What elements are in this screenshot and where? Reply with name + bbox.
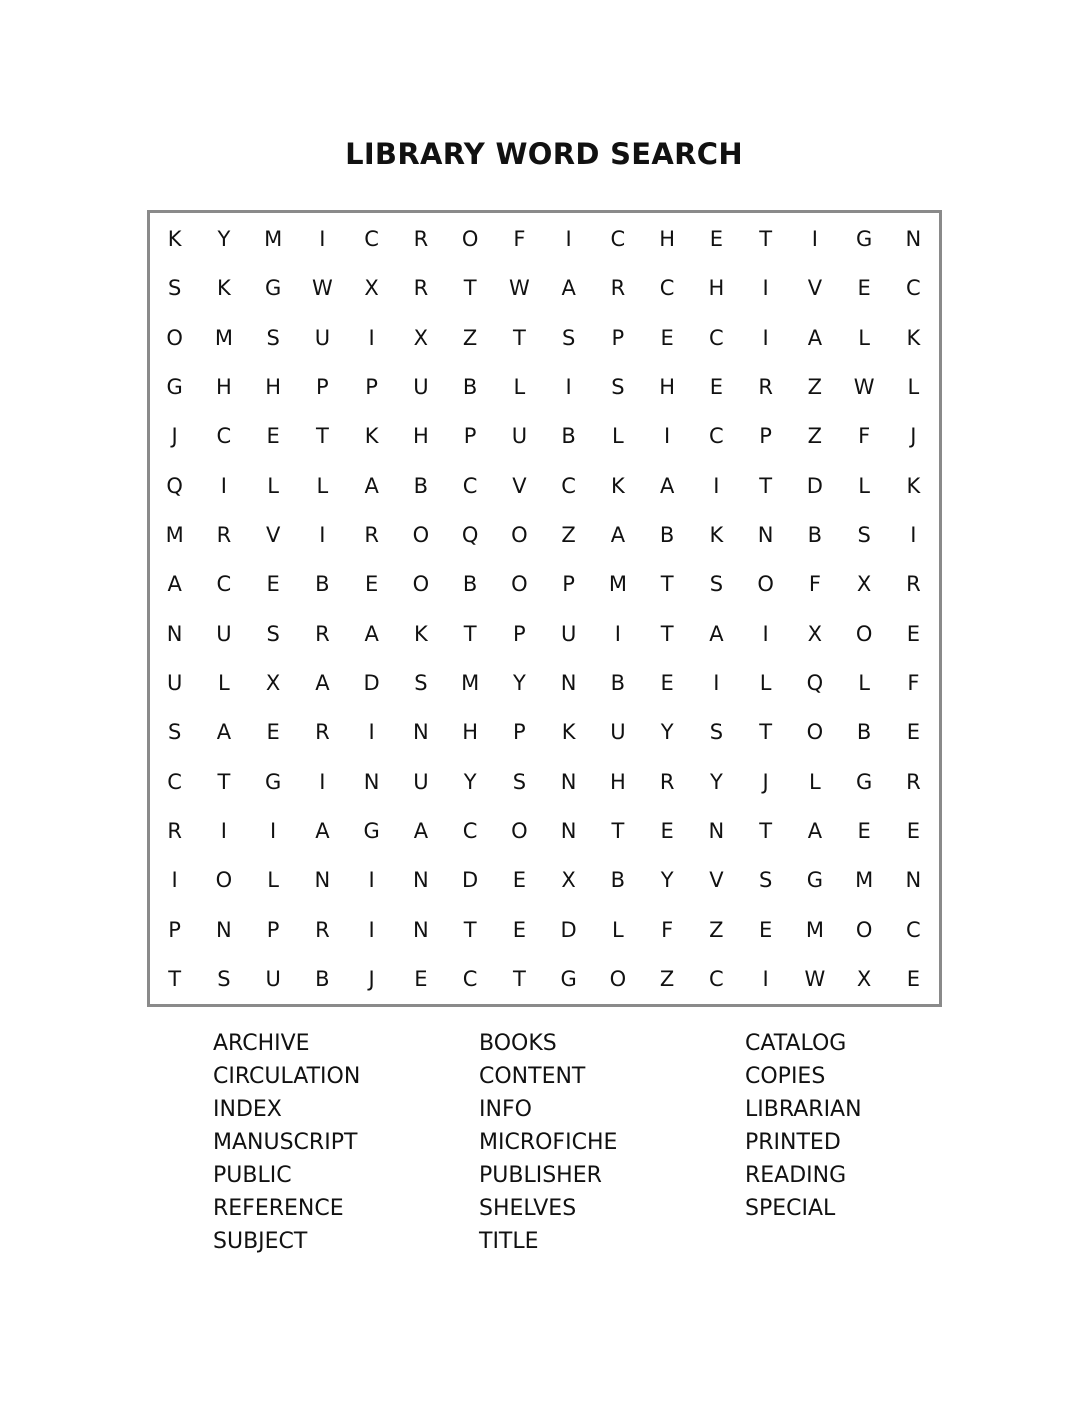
grid-cell[interactable]: Y	[660, 868, 674, 893]
grid-cell[interactable]: K	[561, 720, 576, 745]
grid-cell[interactable]: I	[762, 621, 769, 646]
grid-cell[interactable]: B	[561, 424, 576, 449]
grid-cell[interactable]: S	[758, 868, 773, 893]
grid-cell[interactable]: U	[413, 375, 429, 400]
grid-cell[interactable]: T	[217, 769, 231, 794]
grid-cell[interactable]: I	[811, 227, 818, 252]
grid-cell[interactable]: J	[171, 424, 178, 449]
grid-cell[interactable]: E	[512, 868, 527, 893]
grid-cell[interactable]: R	[216, 523, 232, 548]
grid-cell[interactable]: I	[762, 966, 769, 991]
grid-cell[interactable]: I	[319, 769, 326, 794]
word-list-item: INDEX	[213, 1097, 282, 1122]
grid-cell[interactable]: O	[806, 720, 824, 745]
grid-cell[interactable]: A	[807, 325, 823, 350]
grid-cell[interactable]: F	[858, 424, 871, 449]
grid-cell[interactable]: T	[315, 424, 329, 449]
grid-cell[interactable]: Q	[806, 670, 824, 695]
grid-cell[interactable]: K	[906, 473, 921, 498]
grid-cell[interactable]: O	[412, 572, 430, 597]
grid-cell[interactable]: N	[560, 670, 577, 695]
grid-cell[interactable]: R	[906, 572, 921, 597]
grid-cell[interactable]: F	[661, 917, 674, 942]
grid-cell[interactable]: M	[264, 227, 283, 252]
grid-cell[interactable]: R	[906, 769, 921, 794]
grid-cell[interactable]: K	[906, 325, 921, 350]
grid-cell[interactable]: E	[266, 424, 280, 449]
word-list-item: CATALOG	[745, 1031, 847, 1056]
grid-cell[interactable]: A	[216, 720, 232, 745]
grid-cell[interactable]: E	[266, 572, 280, 597]
grid-cell[interactable]: I	[368, 325, 375, 350]
grid-cell[interactable]: T	[512, 966, 526, 991]
grid-cell[interactable]: L	[858, 473, 870, 498]
grid-cell[interactable]: X	[856, 966, 872, 991]
grid-cell[interactable]: O	[511, 523, 528, 548]
grid-cell[interactable]: L	[218, 670, 230, 695]
grid-cell[interactable]: P	[316, 375, 329, 400]
grid-cell[interactable]: O	[855, 917, 873, 942]
grid-cell[interactable]: H	[412, 424, 429, 449]
grid-cell[interactable]: D	[462, 868, 479, 893]
grid-cell[interactable]: E	[709, 375, 724, 400]
grid-cell[interactable]: E	[906, 621, 921, 646]
grid-cell[interactable]: G	[560, 966, 577, 991]
grid-cell[interactable]: I	[319, 227, 326, 252]
grid-cell[interactable]: U	[166, 670, 183, 695]
grid-cell[interactable]: L	[612, 917, 624, 942]
word-list-item: INFO	[479, 1097, 532, 1122]
grid-cell[interactable]: P	[365, 375, 378, 400]
grid-cell[interactable]: O	[412, 523, 430, 548]
grid-cell[interactable]: Y	[709, 769, 723, 794]
grid-cell[interactable]: W	[804, 966, 826, 991]
grid-cell[interactable]: R	[610, 276, 626, 301]
grid-cell[interactable]: K	[413, 621, 428, 646]
grid-cell[interactable]: E	[266, 720, 280, 745]
grid-cell[interactable]: Z	[807, 424, 823, 449]
grid-cell[interactable]: T	[759, 473, 773, 498]
grid-cell[interactable]: U	[216, 621, 232, 646]
grid-cell[interactable]: P	[759, 424, 772, 449]
grid-cell[interactable]: B	[659, 523, 675, 548]
grid-cell[interactable]: L	[612, 424, 624, 449]
grid-cell[interactable]: H	[215, 375, 232, 400]
grid-cell[interactable]: C	[462, 818, 478, 843]
grid-cell[interactable]: A	[364, 621, 379, 646]
grid-cell[interactable]: V	[512, 473, 527, 498]
grid-cell[interactable]: I	[368, 720, 375, 745]
grid-cell[interactable]: L	[267, 473, 279, 498]
grid-cell[interactable]: F	[808, 572, 821, 597]
grid-cell[interactable]: N	[413, 720, 429, 745]
grid-cell[interactable]: I	[270, 818, 277, 843]
grid-cell[interactable]: P	[611, 325, 625, 350]
word-list-item: READING	[745, 1163, 847, 1188]
grid-cell[interactable]: C	[462, 966, 478, 991]
grid-cell[interactable]: Y	[463, 769, 477, 794]
grid-cell[interactable]: D	[560, 917, 577, 942]
grid-cell[interactable]: E	[414, 966, 428, 991]
grid-cell[interactable]: O	[215, 868, 233, 893]
grid-cell[interactable]: U	[314, 325, 331, 350]
grid-cell[interactable]: I	[910, 523, 917, 548]
word-list-item: CIRCULATION	[213, 1064, 361, 1089]
grid-cell[interactable]: N	[708, 818, 725, 843]
grid-cell[interactable]: G	[363, 818, 380, 843]
grid-cell[interactable]: C	[709, 966, 724, 991]
grid-cell[interactable]: U	[413, 769, 429, 794]
grid-cell[interactable]: U	[560, 621, 577, 646]
grid-cell[interactable]: I	[319, 523, 326, 548]
grid-cell[interactable]: O	[461, 227, 479, 252]
grid-cell[interactable]: K	[216, 276, 231, 301]
grid-cell[interactable]: X	[807, 621, 823, 646]
grid-cell[interactable]: I	[368, 917, 375, 942]
word-list-item: PUBLISHER	[479, 1163, 602, 1188]
grid-cell[interactable]: A	[413, 818, 429, 843]
grid-cell[interactable]: H	[265, 375, 282, 400]
grid-cell[interactable]: O	[855, 621, 873, 646]
grid-cell[interactable]: S	[167, 720, 182, 745]
grid-cell[interactable]: F	[907, 670, 920, 695]
grid-cell[interactable]: C	[561, 473, 576, 498]
grid-cell[interactable]: O	[757, 572, 774, 597]
word-list-item: TITLE	[479, 1229, 539, 1254]
word-list-item: BOOKS	[479, 1031, 557, 1056]
grid-cell[interactable]: S	[709, 720, 724, 745]
grid-cell[interactable]: W	[311, 276, 333, 301]
grid-cell[interactable]: T	[512, 325, 526, 350]
grid-cell[interactable]: G	[166, 375, 183, 400]
grid-cell[interactable]: A	[364, 473, 379, 498]
letter-grid	[147, 210, 942, 1007]
grid-cell[interactable]: L	[759, 670, 772, 695]
grid-cell[interactable]: J	[368, 966, 375, 991]
grid-cell[interactable]: Z	[659, 966, 675, 991]
grid-cell[interactable]: M	[608, 572, 627, 597]
grid-cell[interactable]: R	[315, 720, 330, 745]
grid-cell[interactable]: W	[508, 276, 530, 301]
grid-cell[interactable]: I	[664, 424, 671, 449]
grid-cell[interactable]: Y	[217, 227, 231, 252]
grid-cell[interactable]: E	[857, 276, 871, 301]
grid-cell[interactable]: I	[368, 868, 375, 893]
grid-cell[interactable]: C	[462, 473, 478, 498]
grid-cell[interactable]: Q	[461, 523, 479, 548]
grid-cell[interactable]: H	[609, 769, 626, 794]
page-title: LIBRARY WORD SEARCH	[345, 137, 743, 171]
grid-cell[interactable]: C	[906, 917, 921, 942]
word-list-item: MICROFICHE	[479, 1130, 618, 1155]
grid-cell[interactable]: S	[167, 276, 182, 301]
grid-cell[interactable]: I	[220, 818, 227, 843]
grid-cell[interactable]: R	[413, 227, 429, 252]
grid-cell[interactable]: A	[561, 276, 576, 301]
grid-cell[interactable]: S	[857, 523, 871, 548]
grid-cell[interactable]: X	[413, 325, 429, 350]
grid-cell[interactable]: U	[511, 424, 528, 449]
grid-cell[interactable]: C	[610, 227, 626, 252]
grid-cell[interactable]: H	[708, 276, 725, 301]
grid-cell[interactable]: A	[315, 670, 330, 695]
grid-cell[interactable]: N	[216, 917, 232, 942]
grid-cell[interactable]: N	[413, 868, 429, 893]
word-list-item: PUBLIC	[213, 1163, 292, 1188]
grid-cell[interactable]: H	[659, 375, 676, 400]
grid-cell[interactable]: T	[463, 621, 477, 646]
grid-cell[interactable]: K	[167, 227, 182, 252]
grid-cell[interactable]: E	[906, 818, 921, 843]
grid-cell[interactable]: R	[413, 276, 429, 301]
grid-cell[interactable]: G	[806, 868, 824, 893]
grid-cell[interactable]: Z	[807, 375, 823, 400]
grid-cell[interactable]: E	[906, 720, 921, 745]
grid-cell[interactable]: H	[659, 227, 676, 252]
grid-cell[interactable]: T	[463, 276, 477, 301]
grid-cell[interactable]: G	[855, 227, 873, 252]
grid-cell[interactable]: T	[660, 621, 674, 646]
word-list-item: REFERENCE	[213, 1196, 344, 1221]
grid-cell[interactable]: G	[264, 769, 282, 794]
grid-cell[interactable]: I	[713, 670, 720, 695]
word-list-item: SPECIAL	[745, 1196, 836, 1221]
grid-cell[interactable]: K	[610, 473, 625, 498]
grid-cell[interactable]: A	[167, 572, 182, 597]
grid-cell[interactable]: I	[713, 473, 720, 498]
grid-cell[interactable]: I	[614, 621, 621, 646]
grid-cell[interactable]: D	[806, 473, 823, 498]
word-list-item: MANUSCRIPT	[213, 1130, 358, 1155]
grid-cell[interactable]: B	[315, 966, 330, 991]
grid-cell[interactable]: A	[709, 621, 724, 646]
grid-cell[interactable]: V	[709, 868, 724, 893]
grid-cell[interactable]: C	[659, 276, 675, 301]
grid-cell[interactable]: X	[856, 572, 872, 597]
grid-cell[interactable]: O	[511, 572, 528, 597]
word-list-item: ARCHIVE	[213, 1031, 310, 1056]
grid-cell[interactable]: U	[265, 966, 281, 991]
grid-cell[interactable]: A	[315, 818, 330, 843]
grid-cell[interactable]: A	[659, 473, 675, 498]
grid-cell[interactable]: N	[560, 769, 577, 794]
grid-cell[interactable]: E	[857, 818, 871, 843]
grid-cell[interactable]: E	[660, 818, 674, 843]
grid-cell[interactable]: N	[363, 769, 380, 794]
grid-cell[interactable]: I	[171, 868, 178, 893]
grid-cell[interactable]: C	[216, 424, 232, 449]
grid-cell[interactable]: S	[217, 966, 231, 991]
word-list-item: SHELVES	[479, 1196, 577, 1221]
grid-cell[interactable]: K	[709, 523, 724, 548]
grid-cell[interactable]: N	[166, 621, 183, 646]
grid-cell[interactable]: J	[762, 769, 769, 794]
grid-cell[interactable]: P	[562, 572, 575, 597]
grid-cell[interactable]: T	[463, 917, 477, 942]
grid-cell[interactable]: K	[364, 424, 379, 449]
grid-cell[interactable]: T	[759, 720, 773, 745]
grid-cell[interactable]: N	[314, 868, 331, 893]
grid-cell[interactable]: O	[609, 966, 627, 991]
grid-cell[interactable]: B	[413, 473, 429, 498]
grid-cell[interactable]: N	[560, 818, 577, 843]
grid-cell[interactable]: I	[565, 227, 572, 252]
grid-cell[interactable]: Z	[709, 917, 724, 942]
grid-cell[interactable]: A	[807, 818, 823, 843]
grid-cell[interactable]: T	[660, 572, 674, 597]
grid-cell[interactable]: C	[709, 325, 724, 350]
grid-cell[interactable]: V	[265, 523, 281, 548]
grid-cell[interactable]: R	[167, 818, 182, 843]
grid-cell[interactable]: P	[463, 424, 477, 449]
grid-cell[interactable]: R	[659, 769, 675, 794]
grid-cell[interactable]: A	[610, 523, 626, 548]
grid-cell[interactable]: E	[906, 966, 921, 991]
grid-cell[interactable]: S	[561, 325, 576, 350]
grid-cell[interactable]: B	[462, 572, 478, 597]
grid-cell[interactable]: V	[807, 276, 823, 301]
grid-cell[interactable]: P	[168, 917, 181, 942]
grid-cell[interactable]: E	[758, 917, 773, 942]
grid-cell[interactable]: S	[709, 572, 724, 597]
grid-cell[interactable]: M	[855, 868, 874, 893]
grid-cell[interactable]: M	[805, 917, 824, 942]
grid-cell[interactable]: S	[512, 769, 527, 794]
grid-cell[interactable]: C	[216, 572, 232, 597]
grid-cell[interactable]: F	[513, 227, 526, 252]
grid-cell[interactable]: C	[906, 276, 921, 301]
grid-cell[interactable]: G	[264, 276, 282, 301]
grid-cell[interactable]: J	[910, 424, 917, 449]
grid-cell[interactable]: E	[364, 572, 379, 597]
word-list-item: COPIES	[745, 1064, 826, 1089]
grid-cell[interactable]: B	[856, 720, 872, 745]
grid-cell[interactable]: O	[511, 818, 528, 843]
grid-cell[interactable]: P	[513, 621, 526, 646]
grid-cell[interactable]: B	[807, 523, 823, 548]
grid-cell[interactable]: L	[907, 375, 920, 400]
grid-cell[interactable]: W	[853, 375, 875, 400]
grid-cell[interactable]: T	[611, 818, 625, 843]
grid-cell[interactable]: Q	[166, 473, 183, 498]
grid-cell[interactable]: O	[166, 325, 183, 350]
grid-cell[interactable]: C	[364, 227, 379, 252]
grid-cell[interactable]: B	[610, 670, 626, 695]
grid-cell[interactable]: I	[565, 375, 572, 400]
grid-cell[interactable]: M	[165, 523, 184, 548]
grid-cell[interactable]: Z	[462, 325, 478, 350]
grid-cell[interactable]: H	[462, 720, 479, 745]
grid-cell[interactable]: L	[809, 769, 821, 794]
grid-cell[interactable]: E	[660, 325, 674, 350]
grid-cell[interactable]: I	[762, 325, 769, 350]
grid-cell[interactable]: E	[709, 227, 724, 252]
grid-cell[interactable]: M	[214, 325, 233, 350]
grid-cell[interactable]: P	[266, 917, 280, 942]
grid-cell[interactable]: X	[265, 670, 281, 695]
grid-cell[interactable]: L	[858, 325, 870, 350]
grid-cell[interactable]: S	[266, 325, 280, 350]
grid-cell[interactable]: L	[858, 670, 870, 695]
grid-cell[interactable]: C	[167, 769, 182, 794]
grid-cell[interactable]: T	[168, 966, 182, 991]
word-list-item: SUBJECT	[213, 1229, 308, 1254]
grid-cell[interactable]: N	[757, 523, 774, 548]
grid-cell[interactable]: R	[315, 917, 330, 942]
grid-cell[interactable]: B	[315, 572, 330, 597]
grid-cell[interactable]: D	[363, 670, 380, 695]
grid-cell[interactable]: I	[762, 276, 769, 301]
grid-cell[interactable]: N	[413, 917, 429, 942]
grid-cell[interactable]: L	[267, 868, 279, 893]
grid-cell[interactable]: T	[759, 227, 773, 252]
grid-cell[interactable]: C	[709, 424, 724, 449]
grid-cell[interactable]: X	[364, 276, 379, 301]
word-list-item: LIBRARIAN	[745, 1097, 862, 1122]
grid-cell[interactable]: X	[561, 868, 576, 893]
grid-cell[interactable]: P	[513, 720, 526, 745]
grid-cell[interactable]: Z	[561, 523, 576, 548]
grid-cell[interactable]: B	[610, 868, 626, 893]
grid-cell[interactable]: M	[461, 670, 480, 695]
grid-cell[interactable]: N	[905, 227, 922, 252]
grid-cell[interactable]: I	[220, 473, 227, 498]
grid-cell[interactable]: B	[462, 375, 478, 400]
grid-cell[interactable]: U	[610, 720, 626, 745]
word-list	[213, 1027, 933, 1258]
grid-cell[interactable]: L	[513, 375, 526, 400]
grid-cell[interactable]: S	[611, 375, 625, 400]
grid-cell[interactable]: R	[758, 375, 773, 400]
word-list-item: PRINTED	[745, 1130, 841, 1155]
grid-cell[interactable]: R	[364, 523, 379, 548]
grid-cell[interactable]: L	[316, 473, 329, 498]
grid-cell[interactable]: S	[414, 670, 428, 695]
grid-cell[interactable]: G	[855, 769, 873, 794]
grid-cell[interactable]: N	[905, 868, 922, 893]
grid-cell[interactable]: S	[266, 621, 280, 646]
grid-cell[interactable]: E	[660, 670, 674, 695]
grid-cell[interactable]: Y	[660, 720, 674, 745]
word-list-item: CONTENT	[479, 1064, 586, 1089]
grid-cell[interactable]: R	[315, 621, 330, 646]
grid-cell[interactable]: T	[759, 818, 773, 843]
grid-cell[interactable]: E	[512, 917, 527, 942]
grid-cell[interactable]: Y	[512, 670, 526, 695]
